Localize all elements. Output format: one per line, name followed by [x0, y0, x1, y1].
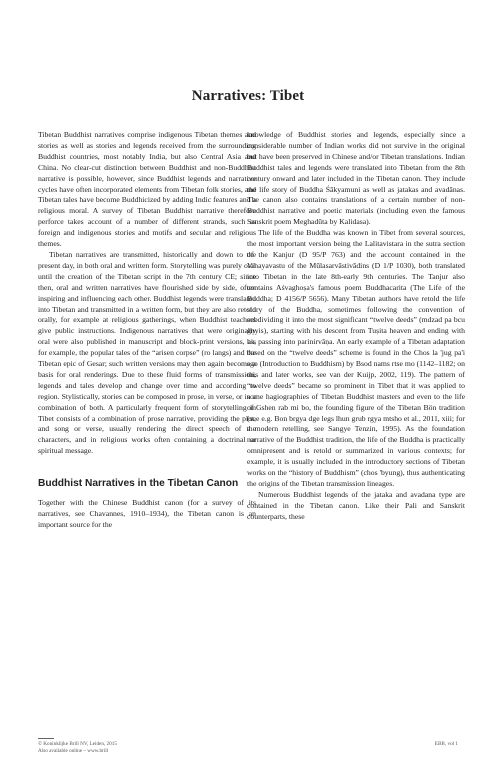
footer-rule	[38, 738, 54, 739]
paragraph-transmission: Tibetan narratives are transmitted, historically and down to the present day, in both oral and written form. Storytelling was purely oral until the creation of the Tibetan script in the 7th century CE; since then, oral and written narratives have flourished side by side, often inspiring and influencing each other. Buddhist legends were translated into Tibetan and transmitted in a written form, but they are also retold orally, for example at religious gatherings, when Buddhist teachers give public instructions. Indigenous narratives that were originally oral were also published in manuscript and block-print versions, as, for example, the popular tales of the “arisen corpse” (ro langs) and the Tibetan epic of Gesar; such written versions may then again become a basis for oral renderings. Due to these fluid forms of transmission, legends and tales develop and change over time and according to region. Stylistically, stories can be composed in prose, in verse, or in a combination of both. A particularly frequent form of storytelling in Tibet consists of a combination of prose narrative, providing the plot, and song or verse, usually rendering the direct speech of the characters, and in religious works often containing a doctrinal or spiritual message.	[38, 249, 256, 456]
section-heading: Buddhist Narratives in the Tibetan Canon	[38, 478, 239, 490]
paragraph-life-of-buddha: The life of the Buddha was known in Tibet from several sources, the most important version being the Lalitavistara in the sutra section of the Kanjur (D 95/P 763) and the account contained in the Vinayavastu of the Mūlasarvāstivādins (D 1/P 1030), both translated into Tibetan in the late 8th-early 9th centuries. The Tanjur also contains Aśvaghoṣa's famous poem Buddhacarita (The Life of the Buddha; D 4156/P 5656). Many Tibetan authors have retold the life story of the Buddha, sometimes following the convention of subdividing it into the most significant “twelve deeds” (mdzad pa bcu gnyis), starting with his descent from Tuṣita heaven and ending with his passing into parinirvāṇa. An early example of a Tibetan adaptation based on the “twelve deeds” scheme is found in the Chos la 'jug pa'i sgo (Introduction to Buddhism) by Bsod nams rtse mo (1142–1182; on this and later works, see van der Kuijp, 2002, 119). The pattern of “twelve deeds” became so prominent in Tibet that it was applied to some hagiographies of Tibetan Buddhist masters and even to the life of Gshen rab mi bo, the founding figure of the Tibetan Bön tradition (see e.g. Bon brgya dge legs lhun grub rgya mtsho et al., 2011, xiii; for a modern retelling, see Sangye Tenzin, 1995). As the foundation narrative of the Buddhist tradition, the life of the Buddha is practically omnipresent and is retold or summarized in various contexts; for example, it is usually included in the introductory sections of Tibetan works on the “history of Buddhism” (chos 'byung), thus authenticating the origins of the Tibetan transmission lineages.	[247, 228, 465, 488]
footer-publisher: © Koninklijke Brill NV, Leiden, 2015	[38, 741, 117, 747]
left-column	[38, 130, 256, 531]
right-column	[247, 130, 465, 523]
article-title: Narratives: Tibet	[191, 88, 305, 104]
paragraph-canon: Together with the Chinese Buddhist canon (for a survey of its narratives, see Chavannes, 1910–1934), the Tibetan canon is an important source for the	[38, 498, 256, 529]
footer-left	[38, 741, 117, 755]
footer-volume: EBB, vol 1	[434, 741, 458, 747]
footer-online: Also available online – www.brill	[38, 748, 109, 755]
paragraph-knowledge: knowledge of Buddhist stories and legends, especially since a considerable number of Indian works did not survive in the original but have been preserved in Chinese and/or Tibetan translations. Indian Buddhist tales and legends were translated into Tibetan from the 8th century onward and later included in the Tibetan canon. They include the life story of Buddha Śākyamuni as well as jatakas and avadānas. The canon also contains translations of a certain number of non-Buddhist narrative and poetic materials (including even the famous Sanskrit poem Meghadūta by Kalidasa).	[247, 130, 465, 227]
paragraph-jataka: Numerous Buddhist legends of the jataka and avadana type are contained in the Tibetan canon. Like their Pali and Sanskrit counterparts, these	[247, 489, 465, 521]
paragraph-intro: Tibetan Buddhist narratives comprise indigenous Tibetan themes and stories as well as stories and legends received from the surrounding Buddhist countries, most notably India, but also Central Asia and China. No clear-cut distinction between Buddhist and non-Buddhist narrative is possible, however, since Buddhist legends and narrative cycles have often incorporated elements from Tibetan folk stories, and Tibetan tales have become Buddhicized by adding Indic features and a religious moral. A survey of Tibetan Buddhist narrative therefore perforce takes account of a number of different strands, such as foreign and indigenous stories and motifs and secular and religious themes.	[38, 130, 256, 249]
